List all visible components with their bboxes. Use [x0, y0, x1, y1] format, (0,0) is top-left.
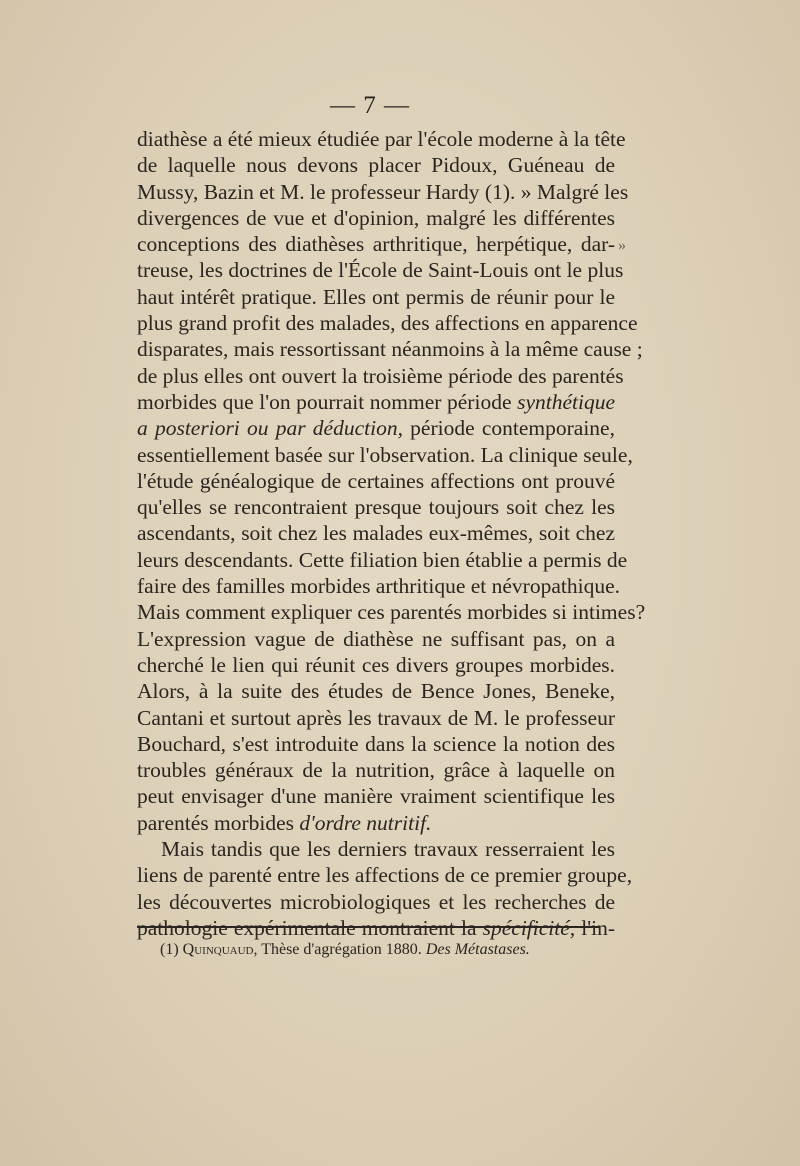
text-line — [137, 389, 615, 415]
text-line — [137, 231, 615, 257]
text-run: morbides que l'on pourrait nommer période — [137, 389, 518, 414]
text-run: L'expression vague de diathèse ne suffisant pas, on a — [137, 626, 615, 651]
text-line — [137, 205, 615, 231]
text-run: conceptions des diathèses arthritique, herpétique, dar- — [137, 232, 615, 257]
text-run: divergences de vue et d'opinion, malgré les différentes — [137, 205, 615, 230]
text-line — [137, 152, 615, 178]
text-run: Mais tandis que les derniers travaux resserraient les — [161, 837, 615, 862]
text-line — [137, 915, 615, 941]
text-run: leurs descendants. Cette filiation bien établie a permis de — [137, 547, 628, 572]
text-run: Mais comment expliquer ces parentés morbides si intimes? — [137, 600, 646, 625]
text-line — [137, 757, 615, 783]
footnote-marker: (1) — [160, 941, 179, 958]
text-run: ascendants, soit chez les malades eux-mêmes, soit chez — [137, 521, 615, 546]
footnote-author: Quinquaud, — [182, 941, 258, 958]
text-run: Alors, à la suite des études de Bence Jones, Beneke, — [137, 679, 615, 704]
text-line — [137, 520, 615, 546]
text-line — [137, 336, 643, 362]
text-run: pathologie expérimentale montraient la — [137, 915, 483, 940]
italic-run: spécificité, — [482, 915, 576, 940]
italic-run: a posteriori ou par déduction, — [137, 416, 403, 441]
text-line — [137, 547, 628, 573]
text-line — [137, 415, 615, 441]
text-line — [137, 442, 633, 468]
page-number: — 7 — — [330, 92, 410, 119]
text-run: Mussy, Bazin et M. le professeur Hardy (1). » Malgré les — [137, 179, 629, 204]
text-line — [137, 126, 626, 152]
footnote-text: Thèse d'agrégation 1880. — [257, 941, 426, 958]
text-line — [137, 257, 624, 283]
text-run: période contemporaine, — [402, 416, 615, 441]
text-line — [137, 494, 615, 520]
text-line — [137, 626, 615, 652]
text-line — [137, 705, 615, 731]
footnote — [160, 941, 530, 959]
text-line — [137, 889, 615, 915]
margin-mark: » — [618, 237, 626, 254]
text-line — [137, 862, 633, 888]
text-line — [137, 284, 615, 310]
text-line — [137, 678, 615, 704]
text-run: peut envisager d'une manière vraiment scientifique les — [137, 784, 615, 809]
text-run: Bouchard, s'est introduite dans la science la notion des — [137, 731, 615, 756]
text-line — [137, 363, 624, 389]
text-run: essentiellement basée sur l'observation. La clinique seule, — [137, 442, 633, 467]
text-run: Cantani et surtout après les travaux de M. le professeur — [137, 705, 615, 730]
text-run: de plus elles ont ouvert la troisième période des parentés — [137, 363, 624, 388]
text-run: treuse, les doctrines de l'École de Saint-Louis ont le plus — [137, 258, 624, 283]
footnote-title: Des Métastases. — [425, 941, 530, 958]
text-run: plus grand profit des malades, des affections en apparence — [137, 311, 638, 336]
text-run: disparates, mais ressortissant néanmoins à la même cause ; — [137, 337, 643, 362]
text-line — [137, 599, 646, 625]
text-run: l'in- — [575, 915, 615, 940]
text-run: les découvertes microbiologiques et les recherches de — [137, 889, 615, 914]
text-line — [137, 731, 615, 757]
text-line — [137, 573, 620, 599]
text-run: diathèse a été mieux étudiée par l'école moderne à la tête — [137, 127, 626, 151]
italic-run: d'ordre nutritif. — [299, 810, 432, 835]
text-line — [137, 836, 615, 862]
text-line — [137, 783, 615, 809]
text-run: faire des familles morbides arthritique et névropathique. — [137, 574, 620, 599]
body-text — [137, 126, 646, 941]
text-run: troubles généraux de la nutrition, grâce à laquelle on — [137, 758, 615, 783]
footnote-rule — [137, 926, 599, 928]
italic-run: synthétique — [517, 389, 615, 414]
text-line — [137, 468, 615, 494]
text-run: liens de parenté entre les affections de ce premier groupe, — [137, 863, 633, 888]
text-run: qu'elles se rencontraient presque toujours soit chez les — [137, 495, 615, 520]
text-run: cherché le lien qui réunit ces divers groupes morbides. — [137, 652, 615, 677]
text-run: haut intérêt pratique. Elles ont permis de réunir pour le — [137, 284, 615, 309]
text-line — [137, 810, 615, 836]
text-run: de laquelle nous devons placer Pidoux, Guéneau de — [137, 153, 615, 178]
text-line — [137, 179, 629, 205]
text-line — [137, 652, 615, 678]
text-run: parentés morbides — [137, 810, 300, 835]
text-line — [137, 310, 638, 336]
text-run: l'étude généalogique de certaines affections ont prouvé — [137, 468, 615, 493]
